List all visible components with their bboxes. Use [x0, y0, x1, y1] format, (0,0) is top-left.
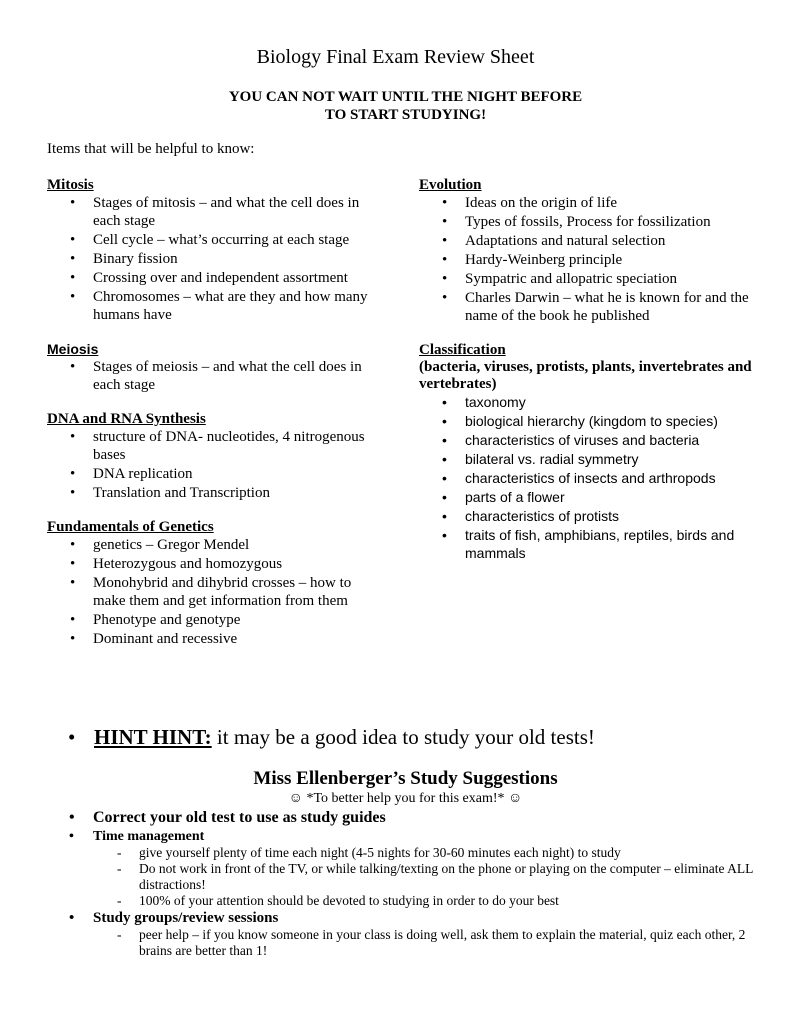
- section-heading: Mitosis: [47, 177, 94, 193]
- topic-list: [47, 536, 387, 648]
- suggestion-subitems: [67, 927, 767, 959]
- list-item: • Binary fission: [47, 250, 387, 268]
- list-item: • Translation and Transcription: [47, 484, 387, 502]
- list-item: • characteristics of viruses and bacteria: [419, 431, 764, 449]
- list-item: • Phenotype and genotype: [47, 611, 387, 629]
- list-item: • Chromosomes – what are they and how many humans have: [47, 288, 387, 324]
- suggestion-item: • Study groups/review sessions: [67, 909, 767, 927]
- right-column: [419, 176, 764, 578]
- list-item: • Adaptations and natural selection: [419, 232, 764, 250]
- suggestion-item: • Correct your old test to use as study guides: [67, 808, 767, 828]
- section-classification: [419, 341, 764, 562]
- list-item: • Crossing over and independent assortment: [47, 269, 387, 287]
- section-heading: Classification: [419, 342, 506, 358]
- topic-list: [419, 393, 764, 562]
- section-heading: DNA and RNA Synthesis: [47, 411, 206, 427]
- list-item: • Sympatric and allopatric speciation: [419, 270, 764, 288]
- warning-line: TO START STUDYING!: [324, 107, 487, 123]
- list-item: • genetics – Gregor Mendel: [47, 536, 387, 554]
- intro-text: Items that will be helpful to know:: [47, 141, 255, 157]
- list-item: • traits of fish, amphibians, reptiles, birds and mammals: [419, 526, 764, 562]
- list-item: • bilateral vs. radial symmetry: [419, 450, 764, 468]
- list-item: • biological hierarchy (kingdom to species): [419, 412, 764, 430]
- list-item: • DNA replication: [47, 465, 387, 483]
- section-heading: Fundamentals of Genetics: [47, 519, 214, 535]
- warning-banner: [0, 88, 791, 124]
- list-item: • Stages of mitosis – and what the cell does in each stage: [47, 194, 387, 230]
- suggestions-subtitle: ☺ *To better help you for this exam!* ☺: [288, 791, 523, 806]
- list-item: • structure of DNA- nucleotides, 4 nitrogenous bases: [47, 428, 387, 464]
- list-item: • Cell cycle – what’s occurring at each stage: [47, 231, 387, 249]
- list-item: • Monohybrid and dihybrid crosses – how to make them and get information from them: [47, 574, 387, 610]
- hint-label: HINT HINT:: [94, 725, 212, 749]
- sub-item: - give yourself plenty of time each night (4-5 nights for 30-60 minutes each night) to study: [67, 845, 767, 861]
- section-subheading: (bacteria, viruses, protists, plants, invertebrates and vertebrates): [419, 359, 752, 392]
- suggestion-subitems: [67, 845, 767, 909]
- list-item: • Heterozygous and homozygous: [47, 555, 387, 573]
- topic-list: [419, 194, 764, 325]
- section-dna-rna: [47, 410, 387, 502]
- bullet-icon: •: [68, 725, 76, 749]
- section-heading: Meiosis: [47, 341, 99, 357]
- sub-item: - Do not work in front of the TV, or while talking/texting on the phone or playing on the computer – eliminate ALL distractions!: [67, 861, 767, 893]
- topic-list: [47, 358, 387, 394]
- list-item: • Stages of meiosis – and what the cell does in each stage: [47, 358, 387, 394]
- warning-line: YOU CAN NOT WAIT UNTIL THE NIGHT BEFORE: [228, 89, 583, 105]
- list-item: • characteristics of insects and arthropods: [419, 469, 764, 487]
- list-item: • taxonomy: [419, 393, 764, 411]
- list-item: • Hardy-Weinberg principle: [419, 251, 764, 269]
- suggestions-list: [67, 808, 767, 959]
- section-evolution: [419, 176, 764, 325]
- section-meiosis: [47, 340, 387, 394]
- suggestions-title: Miss Ellenberger’s Study Suggestions: [253, 768, 558, 789]
- topic-list: [47, 428, 387, 502]
- suggestion-item: • Time management: [67, 828, 767, 845]
- sub-item: - peer help – if you know someone in your class is doing well, ask them to explain the material, quiz each other, 2 brains are better than 1!: [67, 927, 767, 959]
- sub-item: - 100% of your attention should be devoted to studying in order to do your best: [67, 893, 767, 909]
- topic-list: [47, 194, 387, 324]
- page-title: Biology Final Exam Review Sheet: [256, 46, 535, 68]
- section-mitosis: [47, 176, 387, 324]
- hint-text: it may be a good idea to study your old tests!: [211, 725, 595, 749]
- hint-line: [68, 725, 595, 750]
- list-item: • Types of fossils, Process for fossilization: [419, 213, 764, 231]
- list-item: • parts of a flower: [419, 488, 764, 506]
- list-item: • characteristics of protists: [419, 507, 764, 525]
- left-column: [47, 176, 387, 664]
- list-item: • Charles Darwin – what he is known for and the name of the book he published: [419, 289, 764, 325]
- list-item: • Dominant and recessive: [47, 630, 387, 648]
- hint-text-wrap: [72, 725, 595, 749]
- section-heading: Evolution: [419, 177, 482, 193]
- section-genetics: [47, 518, 387, 648]
- list-item: • Ideas on the origin of life: [419, 194, 764, 212]
